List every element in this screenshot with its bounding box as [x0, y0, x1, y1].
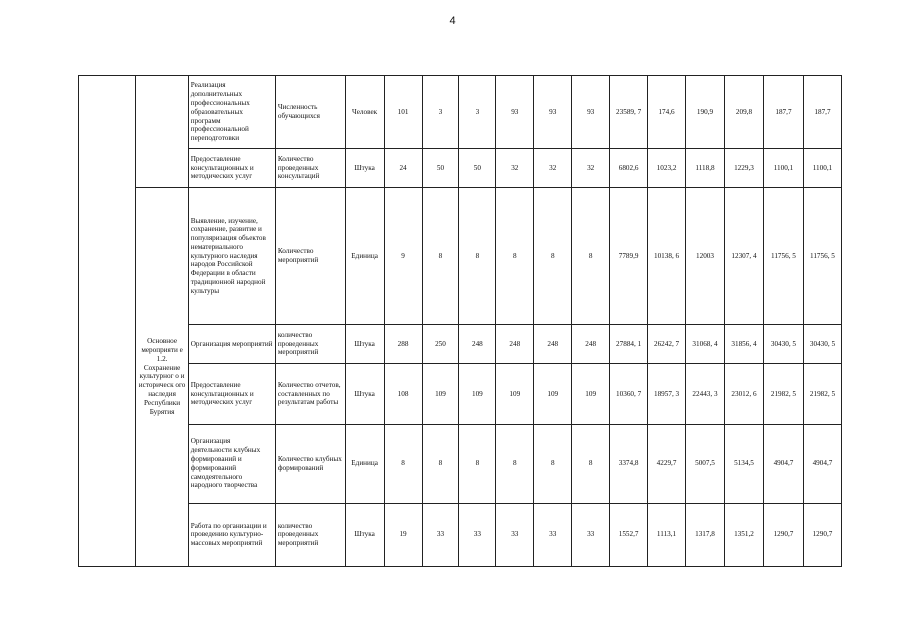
value-cell: 33 [534, 503, 572, 566]
finance-cell: 190,9 [686, 76, 725, 149]
event-cell-empty [136, 76, 188, 188]
value-cell: 24 [384, 149, 422, 187]
finance-cell: 4904,7 [763, 425, 803, 503]
value-cell: 109 [534, 363, 572, 424]
value-cell: 8 [572, 425, 610, 503]
finance-cell: 26242, 7 [648, 325, 686, 363]
finance-cell: 21982, 5 [803, 363, 841, 424]
value-cell: 32 [534, 149, 572, 187]
value-cell: 50 [459, 149, 496, 187]
value-cell: 288 [384, 325, 422, 363]
finance-cell: 22443, 3 [686, 363, 725, 424]
finance-cell: 30430, 5 [763, 325, 803, 363]
finance-cell: 1229,3 [724, 149, 763, 187]
indicator-cell: количество проведенных мероприятий [275, 503, 345, 566]
value-cell: 248 [572, 325, 610, 363]
indicator-cell: Количество проведенных консультаций [275, 149, 345, 187]
finance-cell: 1113,1 [648, 503, 686, 566]
finance-cell: 11756, 5 [803, 187, 841, 325]
finance-cell: 10138, 6 [648, 187, 686, 325]
value-cell: 50 [422, 149, 459, 187]
table-row [79, 425, 842, 503]
value-cell: 93 [534, 76, 572, 149]
value-cell: 93 [572, 76, 610, 149]
value-cell: 33 [422, 503, 459, 566]
finance-cell: 1317,8 [686, 503, 725, 566]
value-cell: 93 [496, 76, 534, 149]
finance-cell: 31068, 4 [686, 325, 725, 363]
finance-cell: 21982, 5 [763, 363, 803, 424]
indicator-cell: Численность обучающихся [275, 76, 345, 149]
value-cell: 109 [496, 363, 534, 424]
finance-cell: 23589, 7 [610, 76, 648, 149]
value-cell: 248 [534, 325, 572, 363]
finance-cell: 187,7 [803, 76, 841, 149]
page-number: 4 [449, 15, 456, 27]
event-cell: Основное мероприяти е 1.2. Сохранение культурног о и историческ ого наследия Республики Бурятия [136, 187, 188, 566]
finance-cell: 23012, 6 [724, 363, 763, 424]
finance-cell: 12003 [686, 187, 725, 325]
finance-cell: 187,7 [763, 76, 803, 149]
value-cell: 19 [384, 503, 422, 566]
activity-cell: Выявление, изучение, сохранение, развитие и популяризация объектов нематериального культурного наследия народов Российской Федерации в области традиционной народной культуры [188, 187, 275, 325]
value-cell: 8 [422, 425, 459, 503]
table-row [79, 503, 842, 566]
activity-cell: Работа по организации и проведению культурно-массовых мероприятий [188, 503, 275, 566]
activity-cell: Реализация дополнительных профессиональных образовательных программ профессиональной переподготовки [188, 76, 275, 149]
indicator-cell: количество проведенных мероприятий [275, 325, 345, 363]
activity-cell: Организация мероприятий [188, 325, 275, 363]
finance-cell: 1290,7 [763, 503, 803, 566]
finance-cell: 4904,7 [803, 425, 841, 503]
value-cell: 8 [534, 425, 572, 503]
indicator-cell: Количество отчетов, составленных по результатам работы [275, 363, 345, 424]
finance-cell: 18957, 3 [648, 363, 686, 424]
value-cell: 8 [496, 187, 534, 325]
value-cell: 248 [496, 325, 534, 363]
value-cell: 250 [422, 325, 459, 363]
activity-cell: Организация деятельности клубных формирований и формирований самодеятельного народного творчества [188, 425, 275, 503]
finance-cell: 1100,1 [803, 149, 841, 187]
table-row [79, 363, 842, 424]
value-cell: 8 [422, 187, 459, 325]
indicator-cell: Количество клубных формирований [275, 425, 345, 503]
value-cell: 108 [384, 363, 422, 424]
indicator-cell: Количество мероприятий [275, 187, 345, 325]
value-cell: 32 [496, 149, 534, 187]
value-cell: 9 [384, 187, 422, 325]
finance-cell: 209,8 [724, 76, 763, 149]
table-row [79, 187, 842, 325]
finance-cell: 1552,7 [610, 503, 648, 566]
unit-cell: Штука [345, 149, 384, 187]
program-column-cell [79, 76, 136, 567]
finance-cell: 10360, 7 [610, 363, 648, 424]
finance-cell: 1290,7 [803, 503, 841, 566]
value-cell: 3 [422, 76, 459, 149]
unit-cell: Единица [345, 187, 384, 325]
finance-cell: 5134,5 [724, 425, 763, 503]
finance-cell: 6802,6 [610, 149, 648, 187]
value-cell: 32 [572, 149, 610, 187]
value-cell: 8 [496, 425, 534, 503]
value-cell: 33 [496, 503, 534, 566]
activity-cell: Предоставление консультационных и методических услуг [188, 149, 275, 187]
value-cell: 109 [422, 363, 459, 424]
finance-cell: 7789,9 [610, 187, 648, 325]
value-cell: 101 [384, 76, 422, 149]
value-cell: 248 [459, 325, 496, 363]
finance-cell: 1023,2 [648, 149, 686, 187]
finance-cell: 3374,8 [610, 425, 648, 503]
finance-cell: 11756, 5 [763, 187, 803, 325]
table-row [79, 149, 842, 187]
table-row [79, 76, 842, 149]
program-table [78, 75, 842, 567]
finance-cell: 5007,5 [686, 425, 725, 503]
value-cell: 8 [534, 187, 572, 325]
finance-cell: 30430, 5 [803, 325, 841, 363]
activity-cell: Предоставление консультационных и методических услуг [188, 363, 275, 424]
value-cell: 33 [459, 503, 496, 566]
value-cell: 8 [459, 425, 496, 503]
finance-cell: 174,6 [648, 76, 686, 149]
unit-cell: Штука [345, 325, 384, 363]
value-cell: 8 [384, 425, 422, 503]
unit-cell: Человек [345, 76, 384, 149]
value-cell: 8 [459, 187, 496, 325]
finance-cell: 12307, 4 [724, 187, 763, 325]
value-cell: 8 [572, 187, 610, 325]
finance-cell: 1118,8 [686, 149, 725, 187]
unit-cell: Единица [345, 425, 384, 503]
value-cell: 33 [572, 503, 610, 566]
value-cell: 109 [572, 363, 610, 424]
finance-cell: 1351,2 [724, 503, 763, 566]
value-cell: 109 [459, 363, 496, 424]
value-cell: 3 [459, 76, 496, 149]
finance-cell: 4229,7 [648, 425, 686, 503]
table-row [79, 325, 842, 363]
unit-cell: Штука [345, 503, 384, 566]
unit-cell: Штука [345, 363, 384, 424]
finance-cell: 1100,1 [763, 149, 803, 187]
finance-cell: 31856, 4 [724, 325, 763, 363]
finance-cell: 27884, 1 [610, 325, 648, 363]
